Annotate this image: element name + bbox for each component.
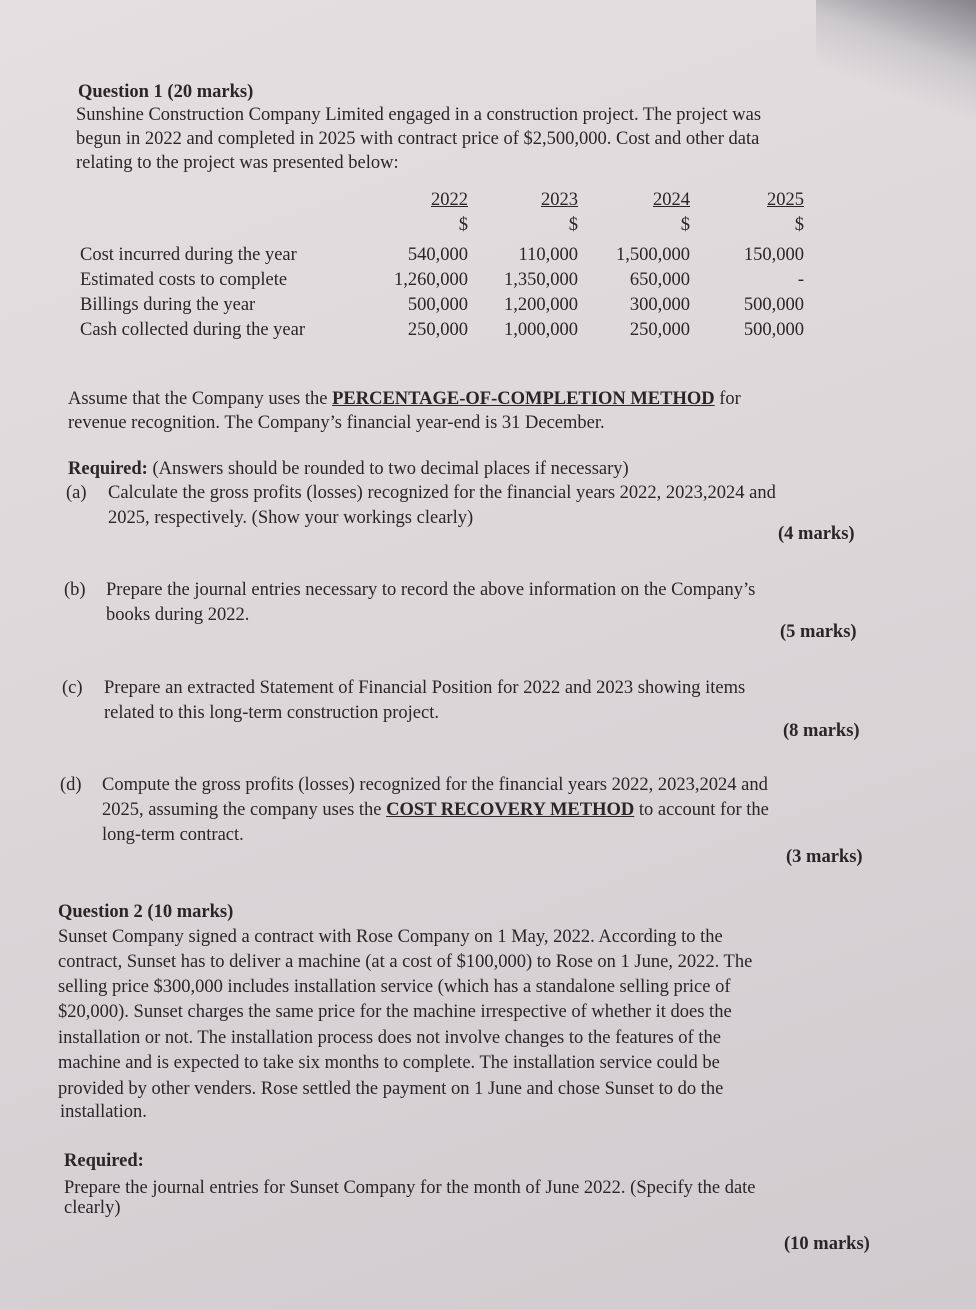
part-c: [62, 676, 902, 736]
row-label: Cash collected during the year: [80, 320, 305, 340]
currency-header: $: [680, 215, 690, 235]
cell-value: 1,000,000: [504, 320, 578, 340]
q1-intro-line-3: relating to the project was presented below:: [76, 153, 399, 173]
cell-value: 1,350,000: [504, 270, 578, 290]
table-row: [78, 318, 838, 343]
row-label: Estimated costs to complete: [80, 270, 288, 290]
assumption-line-1: [68, 387, 741, 412]
q1-intro-line-1: Sunshine Construction Company Limited engaged in a construction project. The project was: [76, 105, 762, 125]
poc-method: PERCENTAGE-OF-COMPLETION METHOD: [332, 389, 715, 409]
cell-value: 250,000: [629, 320, 690, 340]
table-row: [78, 268, 838, 293]
cell-value: 500,000: [743, 295, 804, 315]
q2-required-line: Prepare the journal entries for Sunset Company for the month of June 2022. (Specify the date: [64, 1178, 756, 1198]
table-year-row: [78, 188, 838, 213]
year-header: 2024: [653, 190, 690, 210]
q2-line: $20,000). Sunset charges the same price for the machine irrespective of whether it does the: [58, 1002, 732, 1022]
cell-value: 1,260,000: [394, 270, 468, 290]
q2-heading: Question 2 (10 marks): [58, 902, 234, 922]
q2-line: machine and is expected to take six months to complete. The installation service could be: [58, 1053, 720, 1073]
q1-intro-line-2: begun in 2022 and completed in 2025 with contract price of $2,500,000. Cost and other data: [76, 129, 760, 149]
table-row: [78, 293, 838, 318]
part-d-line-1: Compute the gross profits (losses) recognized for the financial years 2022, 2023,2024 and: [102, 775, 768, 795]
q2-marks: (10 marks): [784, 1234, 870, 1254]
part-d-text-pre: 2025, assuming the company uses the: [102, 800, 387, 820]
year-header: 2023: [541, 190, 578, 210]
cell-value: 1,500,000: [616, 245, 690, 265]
q2-line: contract, Sunset has to deliver a machine (at a cost of $100,000) to Rose on 1 June, 2022. The: [58, 952, 753, 972]
row-label: Cost incurred during the year: [80, 245, 297, 265]
q1-required: [68, 457, 629, 482]
assumption-text-pre: Assume that the Company uses the: [68, 389, 333, 409]
q2-line: selling price $300,000 includes installation service (which has a standalone selling price of: [58, 977, 731, 997]
part-d-line-3: long-term contract.: [102, 825, 244, 845]
part-b-line-1: Prepare the journal entries necessary to record the above information on the Company’s: [106, 580, 756, 600]
q2-line: provided by other venders. Rose settled the payment on 1 June and chose Sunset to do the: [58, 1079, 724, 1099]
part-a-line-1: Calculate the gross profits (losses) recognized for the financial years 2022, 2023,2024 and: [108, 483, 776, 503]
part-d-marks: (3 marks): [786, 847, 863, 867]
cell-value: 150,000: [743, 245, 804, 265]
part-a-line-2: 2025, respectively. (Show your workings clearly): [108, 508, 474, 528]
cell-value: 500,000: [743, 320, 804, 340]
q2-line: Sunset Company signed a contract with Rose Company on 1 May, 2022. According to the: [58, 927, 723, 947]
part-d-line-2: [102, 798, 769, 823]
table-row: [78, 243, 838, 268]
cell-value: 300,000: [629, 295, 690, 315]
q2-line: installation.: [60, 1102, 147, 1122]
q2-line: installation or not. The installation process does not involve changes to the features of the: [58, 1028, 721, 1048]
part-b-line-2: books during 2022.: [106, 605, 250, 625]
table-currency-row: [78, 213, 838, 238]
cost-recovery-method: COST RECOVERY METHOD: [386, 800, 635, 820]
part-a: [66, 481, 886, 541]
row-label: Billings during the year: [80, 295, 256, 315]
cell-value: 1,200,000: [504, 295, 578, 315]
part-tag: (c): [62, 678, 83, 698]
year-header: 2025: [767, 190, 804, 210]
q2-required-line: clearly): [64, 1198, 121, 1218]
currency-header: $: [458, 215, 468, 235]
part-c-line-1: Prepare an extracted Statement of Financial Position for 2022 and 2023 showing items: [104, 678, 746, 698]
cell-value: 540,000: [407, 245, 468, 265]
year-header: 2022: [431, 190, 468, 210]
cell-value: 650,000: [629, 270, 690, 290]
part-b-marks: (5 marks): [780, 622, 857, 642]
cell-value: 500,000: [407, 295, 468, 315]
part-c-line-2: related to this long-term construction project.: [104, 703, 439, 723]
assumption-line-2: revenue recognition. The Company’s financial year-end is 31 December.: [68, 413, 605, 433]
currency-header: $: [794, 215, 804, 235]
currency-header: $: [568, 215, 578, 235]
cell-value: 110,000: [518, 245, 578, 265]
cell-value: 250,000: [407, 320, 468, 340]
part-a-marks: (4 marks): [778, 524, 855, 544]
part-c-marks: (8 marks): [783, 721, 860, 741]
assumption-text-post: for: [714, 389, 741, 409]
q2-required-label: Required:: [64, 1151, 144, 1171]
part-d-text-post: to account for the: [634, 800, 769, 820]
part-tag: (b): [64, 580, 86, 600]
cell-value: -: [797, 270, 804, 290]
part-d: [60, 773, 920, 853]
q1-heading: Question 1 (20 marks): [78, 82, 254, 102]
required-note: (Answers should be rounded to two decimal places if necessary): [147, 459, 629, 479]
required-label: Required:: [68, 459, 148, 479]
part-b: [64, 578, 894, 638]
part-tag: (d): [60, 775, 82, 795]
part-tag: (a): [66, 483, 87, 503]
